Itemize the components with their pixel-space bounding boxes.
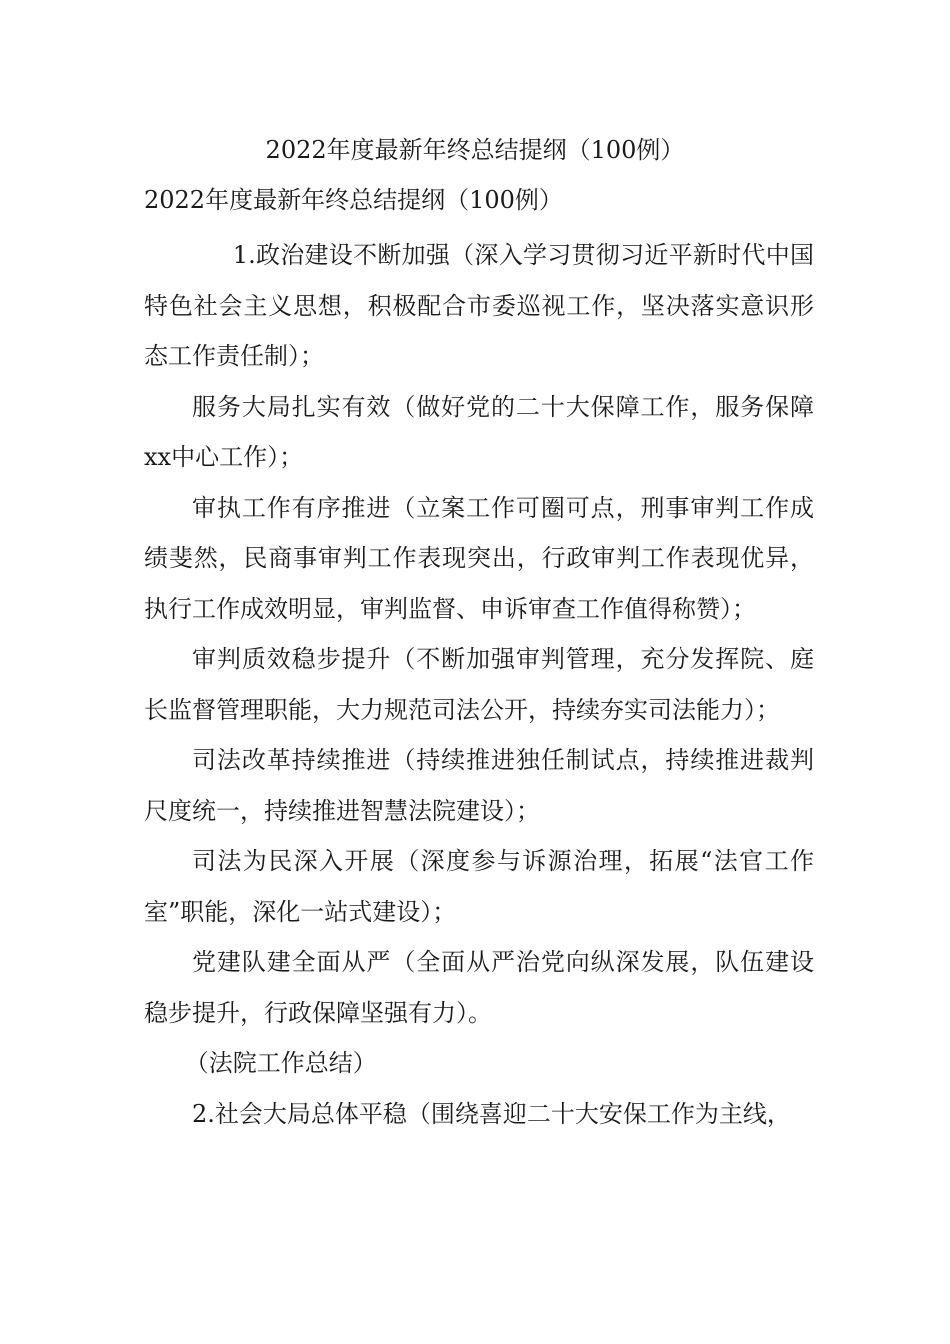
paragraph-trial-quality: 审判质效稳步提升（不断加强审判管理，充分发挥院、庭长监督管理职能，大力规范司法公开，持续夯实司法能力）；	[144, 645, 814, 724]
paragraph-service-overall: 服务大局扎实有效（做好党的二十大保障工作，服务保障xx中心工作）；	[144, 392, 814, 471]
paragraph-justice-for-people: 司法为民深入开展（深度参与诉源治理，拓展“法官工作室”职能，深化一站式建设）；	[144, 847, 814, 926]
paragraph-social-stability: 2.社会大局总体平稳（围绕喜迎二十大安保工作为主线，	[192, 1099, 791, 1128]
paragraph-section-note: （法院工作总结）	[184, 1049, 377, 1077]
document-body	[144, 230, 814, 1139]
paragraph-party-building: 党建队建全面从严（全面从严治党向纵深发展，队伍建设稳步提升，行政保障坚强有力）。	[144, 948, 814, 1027]
document-title: 2022年度最新年终总结提纲（100例）	[265, 136, 685, 164]
paragraph-political-building: 1.政治建设不断加强（深入学习贯彻习近平新时代中国特色社会主义思想，积极配合市委巡视工作，坚决落实意识形态工作责任制）；	[144, 241, 814, 370]
paragraph-trial-execution: 审执工作有序推进（立案工作可圈可点，刑事审判工作成绩斐然，民商事审判工作表现突出，行政审判工作表现优异，执行工作成效明显，审判监督、申诉审查工作值得称赞）；	[144, 493, 814, 623]
document-subtitle: 2022年度最新年终总结提纲（100例）	[144, 186, 563, 214]
paragraph-judicial-reform: 司法改革持续推进（持续推进独任制试点，持续推进裁判尺度统一，持续推进智慧法院建设）；	[144, 746, 814, 825]
